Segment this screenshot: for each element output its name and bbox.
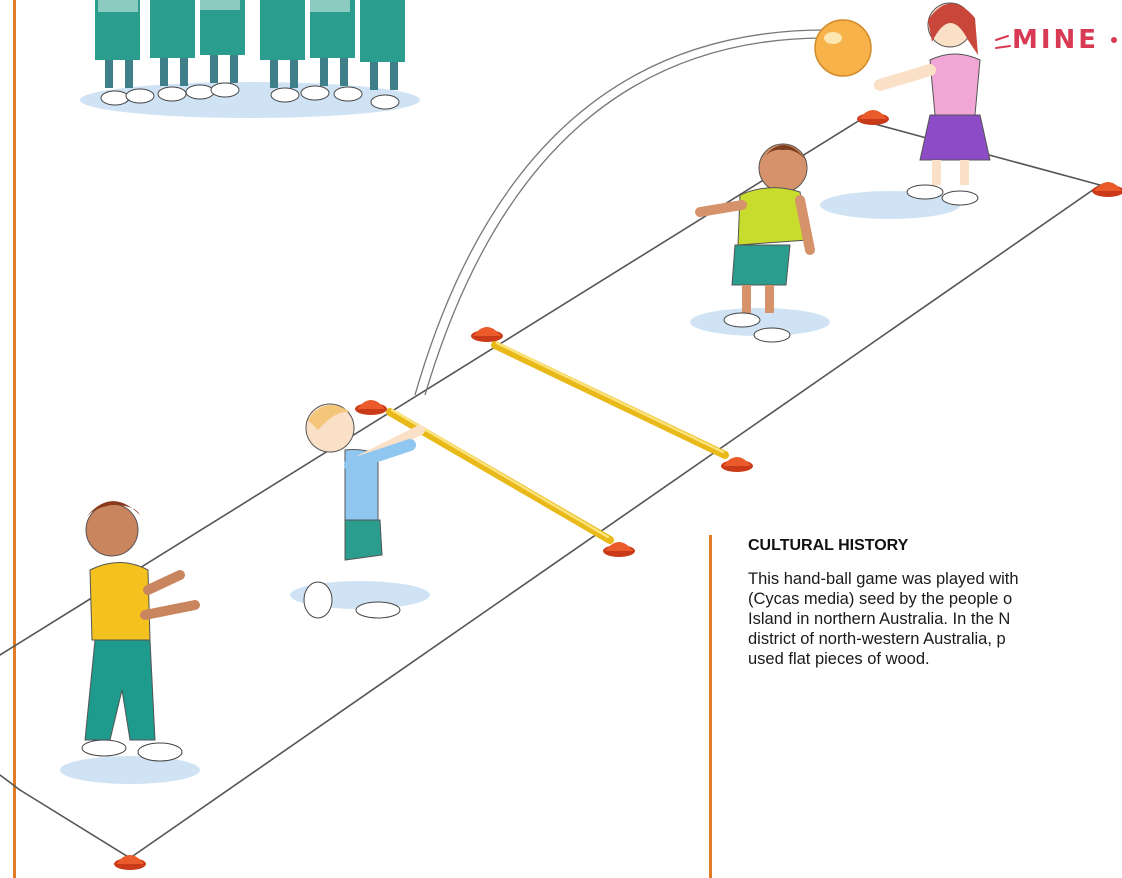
- history-line: district of north-western Australia, p: [748, 630, 1006, 648]
- cultural-history-heading: CULTURAL HISTORY: [748, 537, 909, 554]
- shout-mark: [1111, 37, 1117, 43]
- cone-icon: [114, 855, 146, 870]
- history-line: Island in northern Australia. In the N: [748, 610, 1011, 628]
- tape-lines: [390, 345, 725, 540]
- cone-icon: [857, 110, 889, 125]
- child-figure-icon: [690, 144, 830, 342]
- child-figure-icon: [290, 404, 430, 618]
- cone-icon: [471, 327, 503, 342]
- cultural-history-panel: [748, 537, 1122, 669]
- cone-icon: [721, 457, 753, 472]
- shout-lines: [996, 36, 1010, 48]
- cone-icon: [355, 400, 387, 415]
- waiting-children: [80, 0, 420, 118]
- history-line: (Cycas media) seed by the people o: [748, 590, 1013, 608]
- shout-text: MINE: [1012, 25, 1100, 55]
- ball-icon: [815, 20, 871, 76]
- history-line: This hand-ball game was played with: [748, 570, 1019, 588]
- history-line: used flat pieces of wood.: [748, 650, 930, 668]
- cone-icon: [603, 542, 635, 557]
- section-divider-rule: [709, 535, 712, 878]
